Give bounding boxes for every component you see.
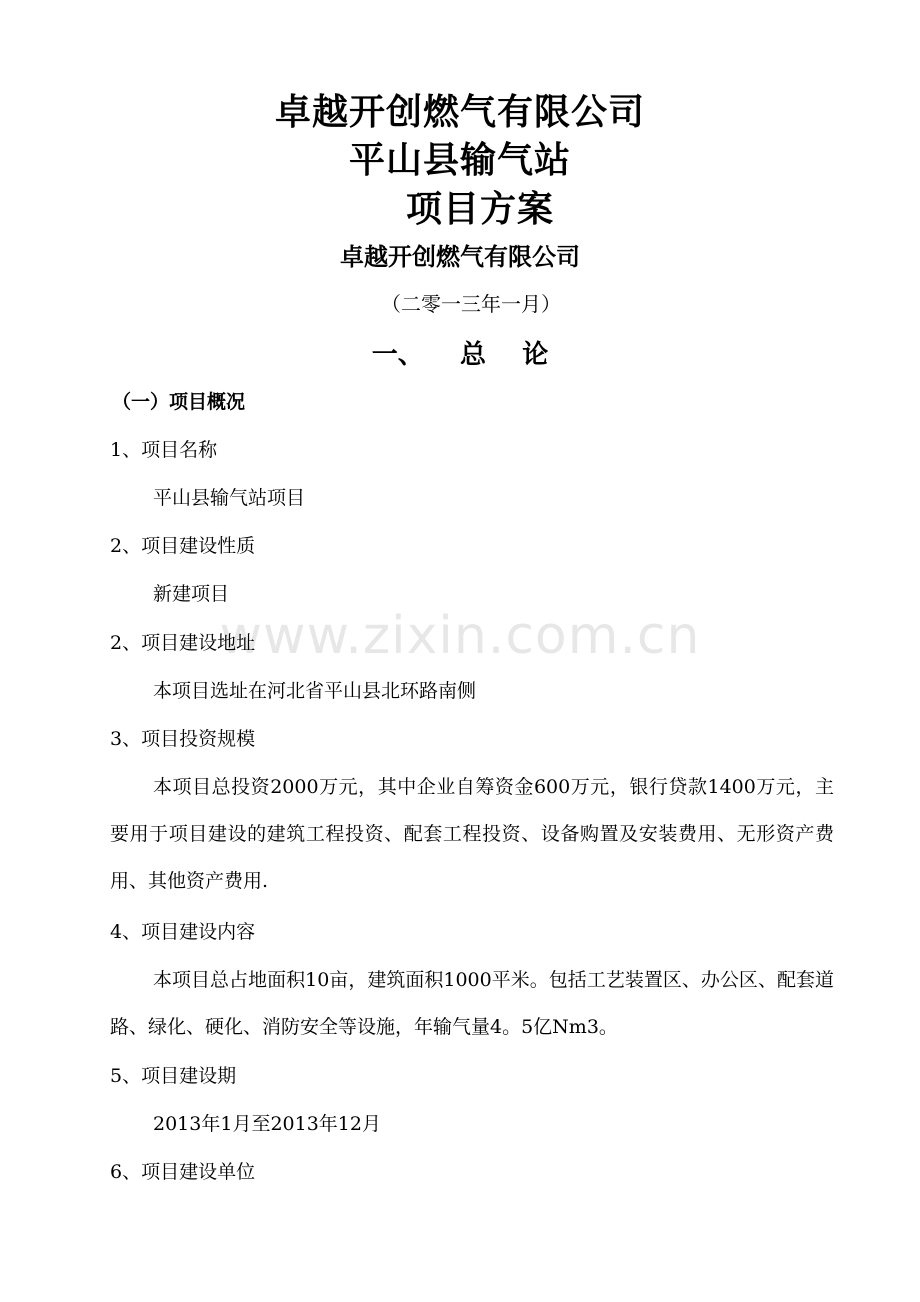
item-heading-content: 4、项目建设内容 bbox=[110, 921, 256, 943]
subsection-title: （一）项目概况 bbox=[112, 391, 246, 413]
item-heading-name: 1、项目名称 bbox=[110, 439, 218, 461]
item-heading-nature: 2、项目建设性质 bbox=[110, 535, 256, 557]
item-paragraph-content: 本项目总占地面积10亩，建筑面积1000平米。包括工艺装置区、办公区、配套道路、绿化、硬化、消防安全等设施，年输气量4。5亿Nm3。 bbox=[110, 969, 834, 1038]
cover-doc-type: 项目方案 bbox=[405, 189, 554, 230]
watermark-text: www.zixin.com.cn bbox=[219, 606, 701, 666]
section-title: 一、 总 论 bbox=[371, 340, 549, 370]
item-heading-address: 2、项目建设地址 bbox=[110, 632, 256, 654]
cover-station-title: 平山县输气站 bbox=[348, 140, 571, 181]
item-value-address: 本项目选址在河北省平山县北环路南侧 bbox=[153, 680, 477, 702]
item-value-nature: 新建项目 bbox=[153, 583, 230, 605]
item-heading-scale: 3、项目投资规模 bbox=[110, 728, 256, 750]
item-paragraph-scale: 本项目总投资2000万元，其中企业自筹资金600万元，银行贷款1400万元，主要用于项目建设的建筑工程投资、配套工程投资、设备购置及安装费用、无形资产费用、其他资产费用. bbox=[110, 776, 834, 892]
item-value-name: 平山县输气站项目 bbox=[153, 487, 306, 509]
cover-company-title: 卓越开创燃气有限公司 bbox=[274, 92, 645, 133]
item-heading-unit: 6、项目建设单位 bbox=[110, 1161, 256, 1183]
item-value-period: 2013年1月至2013年12月 bbox=[153, 1113, 381, 1135]
cover-date: （二零一三年一月） bbox=[381, 292, 561, 316]
item-heading-period: 5、项目建设期 bbox=[110, 1065, 237, 1087]
cover-author: 卓越开创燃气有限公司 bbox=[340, 243, 580, 271]
